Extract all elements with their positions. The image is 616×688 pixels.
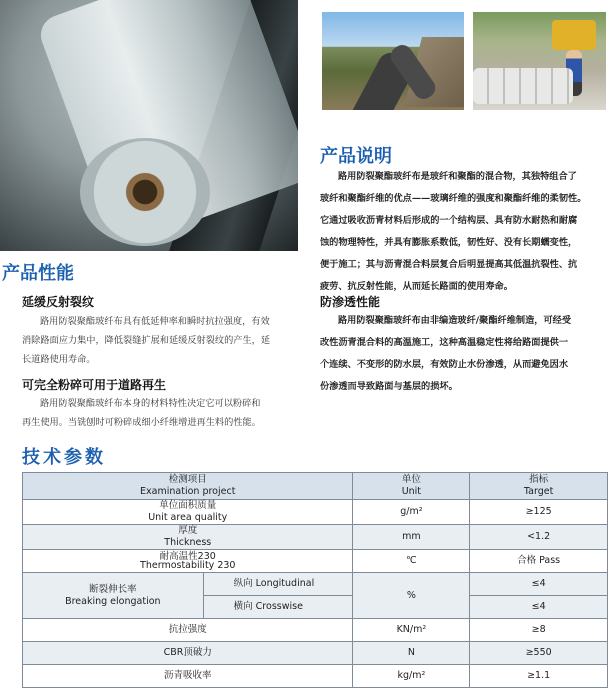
- table-header-row: [23, 473, 608, 500]
- spec-table: [22, 472, 608, 688]
- table-row: 单位面积质量 Unit area quality g/m² ≥125: [23, 500, 608, 525]
- recycle-text: 路用防裂聚酯玻纤布本身的材料特性决定它可以粉碎和 再生使用。当铣刨时可粉碎成细小纤维增进再生料的性能。: [22, 398, 261, 428]
- crack-text: 路用防裂聚酯玻纤布具有低延伸率和瞬时抗拉强度，有效 消除路面应力集中，降低裂缝扩展和延缓反射裂纹的产生，延 长道路使用寿命。: [22, 316, 271, 365]
- performance-title: 产品性能: [2, 263, 74, 284]
- table-row: CBR顶破力 N ≥550: [23, 642, 608, 665]
- table-row: 耐高温性230 Thermostability 230 ℃ 合格 Pass: [23, 550, 608, 573]
- header-target: 指标 Target: [470, 473, 608, 500]
- product-roll-photo: [0, 0, 298, 251]
- table-row: 断裂伸长率 Breaking elongation 纵向 Longitudinal % ≤4: [23, 573, 608, 596]
- table-row: 横向 Crosswise ≤4: [23, 596, 608, 619]
- table-row: 抗拉强度 KN/m² ≥8: [23, 619, 608, 642]
- crack-title: 延缓反射裂纹: [22, 295, 95, 309]
- product-description-title: 产品说明: [320, 146, 392, 167]
- product-description-text: 路用防裂聚酯玻纤布是玻纤和聚酯的混合物，其独特组合了 玻纤和聚酯纤维的优点——玻璃纤维的强度和聚酯纤维的柔韧性。 它通过吸收沥青材料后形成的一个结构层、具有防水耐热和耐腐 蚀的物理特性，并具有膨胀系数低，韧性好、没有长期蠕变性， 便于施工；其与沥青混合料层复合后明显提高其低温抗裂性、抗 疲劳、抗反射性能，从而延长路面的使用寿命。: [320, 171, 587, 292]
- tech-title: 技术参数: [22, 447, 106, 468]
- recycle-title: 可完全粉碎可用于道路再生: [22, 378, 167, 392]
- header-unit: 单位 Unit: [353, 473, 470, 500]
- seepage-title: 防渗透性能: [320, 295, 381, 309]
- table-row: 沥青吸收率 kg/m² ≥1.1: [23, 665, 608, 688]
- table-row: 厚度 Thickness mm <1.2: [23, 525, 608, 550]
- mountain-road-photo: [322, 12, 464, 110]
- seepage-text: 路用防裂聚酯玻纤布由非编造玻纤/聚酯纤维制造，可经受 改性沥青混合料的高温施工，这种高温稳定性将给路面提供一 个连续、不变形的防水层，有效防止水份渗透，从而避免因水 份渗透而导致路面与基层的损坏。: [320, 315, 572, 392]
- road-construction-photo: [473, 12, 606, 110]
- header-item: 检测项目 Examination project: [23, 473, 353, 500]
